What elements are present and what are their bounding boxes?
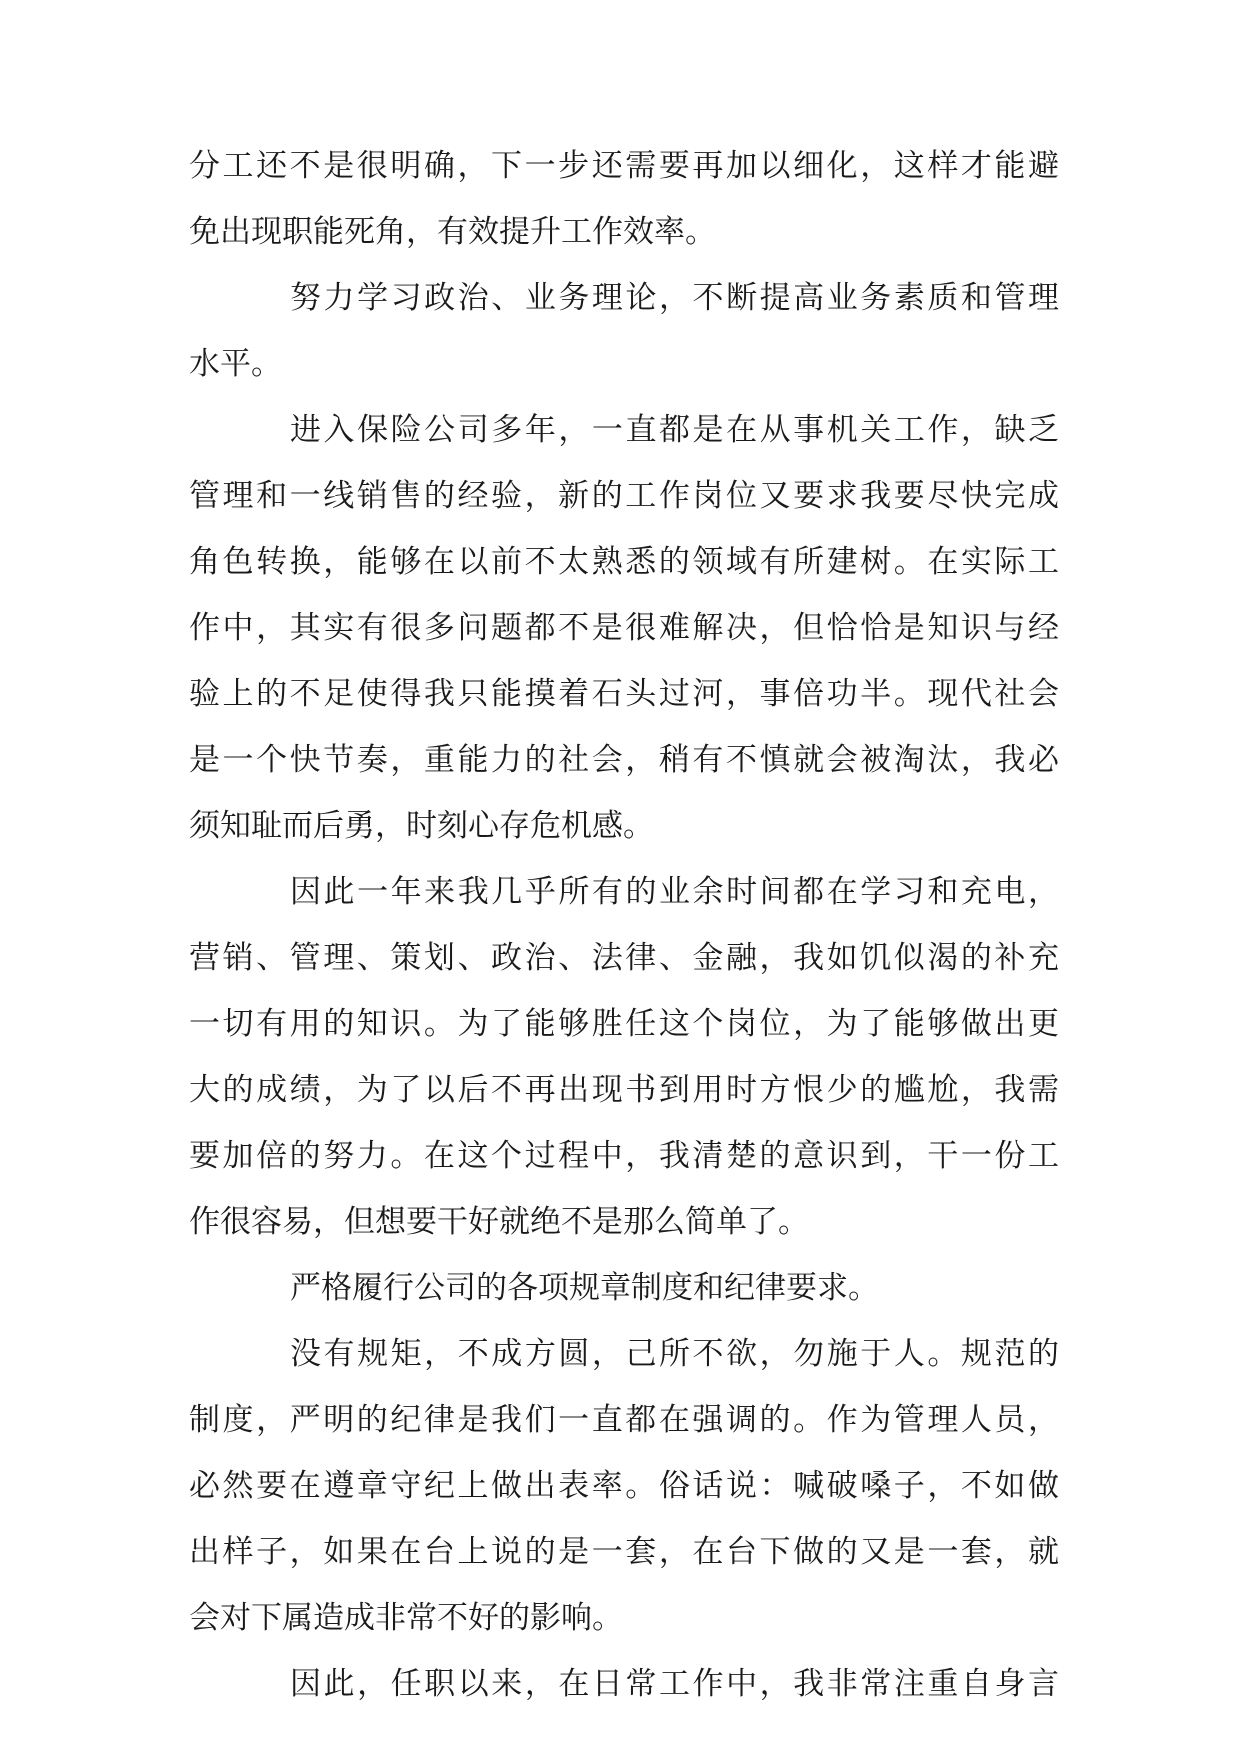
text-line: 角色转换，能够在以前不太熟悉的领域有所建树。在实际工: [189, 544, 1059, 580]
text-line: 大的成绩，为了以后不再出现书到用时方恨少的尴尬，我需: [189, 1072, 1059, 1108]
text-line: 验上的不足使得我只能摸着石头过河，事倍功半。现代社会: [189, 676, 1059, 712]
text-line: 管理和一线销售的经验，新的工作岗位又要求我要尽快完成: [189, 478, 1059, 514]
text-line: 出样子，如果在台上说的是一套，在台下做的又是一套，就: [189, 1534, 1059, 1570]
paragraph-start-line: 因此一年来我几乎所有的业余时间都在学习和充电，: [290, 874, 1059, 910]
text-line: 营销、管理、策划、政治、法律、金融，我如饥似渴的补充: [189, 940, 1059, 976]
text-line: 要加倍的努力。在这个过程中，我清楚的意识到，干一份工: [189, 1138, 1059, 1174]
text-line: 作很容易，但想要干好就绝不是那么简单了。: [189, 1204, 809, 1240]
paragraph-heading: 努力学习政治、业务理论，不断提高业务素质和管理: [290, 280, 1059, 316]
text-line: 免出现职能死角，有效提升工作效率。: [189, 214, 716, 250]
paragraph-heading: 严格履行公司的各项规章制度和纪律要求。: [290, 1270, 879, 1306]
text-line: 作中，其实有很多问题都不是很难解决，但恰恰是知识与经: [189, 610, 1059, 646]
text-line: 水平。: [189, 346, 282, 382]
paragraph-start-line: 进入保险公司多年，一直都是在从事机关工作，缺乏: [290, 412, 1059, 448]
paragraph-start-line: 没有规矩，不成方圆，己所不欲，勿施于人。规范的: [290, 1336, 1059, 1372]
text-line: 分工还不是很明确，下一步还需要再加以细化，这样才能避: [189, 148, 1059, 184]
paragraph-start-line: 因此，任职以来，在日常工作中，我非常注重自身言: [290, 1666, 1059, 1702]
text-line: 一切有用的知识。为了能够胜任这个岗位，为了能够做出更: [189, 1006, 1059, 1042]
text-line: 会对下属造成非常不好的影响。: [189, 1600, 623, 1636]
text-line: 必然要在遵章守纪上做出表率。俗话说：喊破嗓子，不如做: [189, 1468, 1059, 1504]
text-line: 须知耻而后勇，时刻心存危机感。: [189, 808, 654, 844]
text-line: 制度，严明的纪律是我们一直都在强调的。作为管理人员，: [189, 1402, 1059, 1438]
text-line: 是一个快节奏，重能力的社会，稍有不慎就会被淘汰，我必: [189, 742, 1059, 778]
